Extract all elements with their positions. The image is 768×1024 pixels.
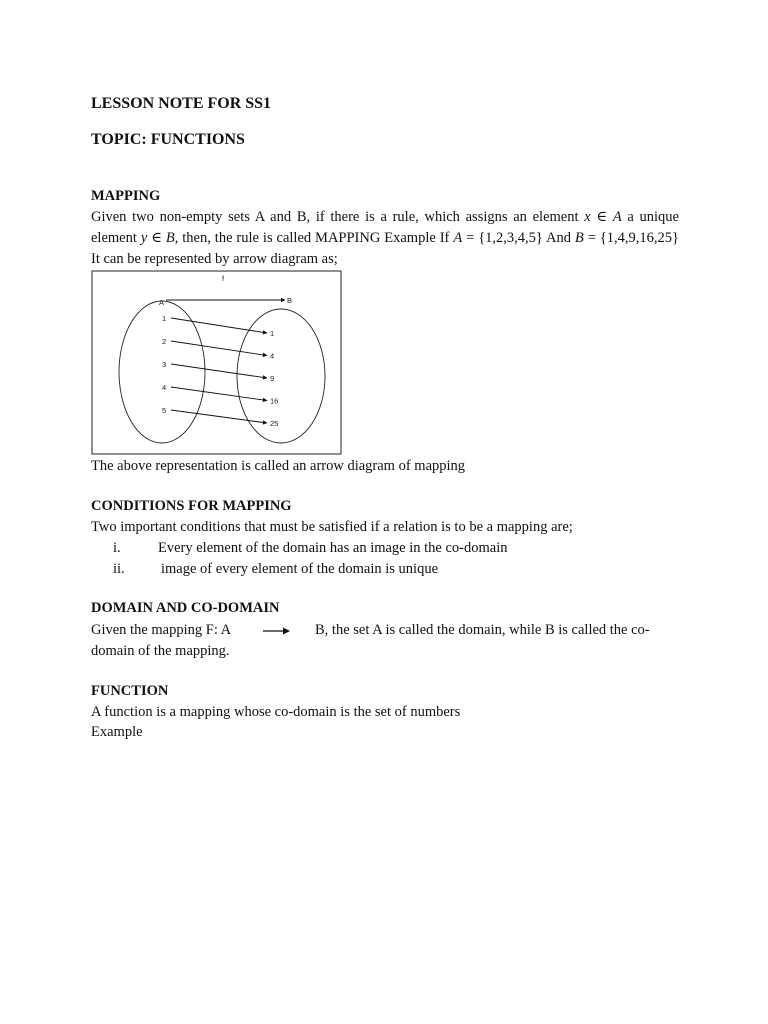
mapping-heading: MAPPING bbox=[91, 188, 161, 204]
set-a-label: A bbox=[159, 298, 165, 307]
arrow-diagram bbox=[91, 270, 343, 456]
math-in-symbol: ∈ bbox=[590, 209, 613, 225]
codomain-element-1: 1 bbox=[270, 329, 275, 338]
mapping-arrow-2-to-4 bbox=[171, 341, 267, 356]
math-in-symbol: ∈ bbox=[147, 230, 166, 246]
domain-element-4: 4 bbox=[162, 383, 167, 392]
domain-codomain-heading: DOMAIN AND CO-DOMAIN bbox=[91, 600, 280, 616]
function-example-label: Example bbox=[91, 724, 143, 740]
math-set-b: B bbox=[165, 230, 175, 246]
conditions-heading: CONDITIONS FOR MAPPING bbox=[91, 498, 292, 514]
domain-text-line-2: domain of the mapping. bbox=[91, 643, 230, 659]
condition-text-2: image of every element of the domain is unique bbox=[161, 561, 439, 577]
codomain-element-4: 4 bbox=[270, 351, 275, 361]
math-set-a: A bbox=[453, 230, 463, 246]
mapping-arrow-3-to-9 bbox=[171, 364, 267, 378]
math-y: y bbox=[140, 230, 148, 246]
diagram-frame bbox=[92, 271, 341, 454]
mapping-paragraph bbox=[91, 207, 679, 270]
math-x: x bbox=[584, 209, 591, 225]
function-heading: FUNCTION bbox=[91, 683, 169, 699]
set-b-label: B bbox=[287, 296, 293, 305]
domain-element-2: 2 bbox=[162, 337, 167, 346]
mapping-text-part: , then, the rule is called MAPPING Example If bbox=[174, 230, 454, 246]
domain-text-part-2: B, the set A is called the domain, while B is called the co- bbox=[315, 622, 650, 638]
math-set-b: B bbox=[574, 230, 584, 246]
topic-title: TOPIC: FUNCTIONS bbox=[91, 131, 245, 148]
codomain-element-25: 25 bbox=[270, 419, 279, 428]
mapping-text-part: a unique element bbox=[91, 209, 679, 246]
domain-element-5: 5 bbox=[162, 406, 167, 415]
function-definition: A function is a mapping whose co-domain is the set of numbers bbox=[91, 704, 461, 720]
mapping-text-part: = {1,4,9,16,25} It can be represented by arrow diagram as; bbox=[91, 230, 679, 267]
condition-marker-2: ii. bbox=[113, 561, 125, 577]
lesson-title: LESSON NOTE FOR SS1 bbox=[91, 95, 272, 112]
mapping-arrow-5-to-25 bbox=[171, 410, 267, 423]
mapping-text-part: = {1,2,3,4,5} And bbox=[462, 230, 575, 246]
condition-marker-1: i. bbox=[113, 540, 121, 556]
function-f-label: f bbox=[222, 274, 225, 283]
mapping-text-part: Given two non-empty sets A and B, if there is a rule, which assigns an element bbox=[91, 209, 585, 225]
codomain-element-9: 9 bbox=[270, 374, 275, 383]
condition-text-1: Every element of the domain has an image in the co-domain bbox=[158, 540, 508, 556]
math-set-a: A bbox=[612, 209, 622, 225]
domain-element-3: 3 bbox=[162, 360, 167, 369]
right-arrow-icon bbox=[263, 627, 291, 635]
codomain-element-16: 16 bbox=[270, 396, 279, 406]
domain-element-1: 1 bbox=[162, 314, 167, 323]
diagram-caption: The above representation is called an arrow diagram of mapping bbox=[91, 458, 466, 474]
mapping-arrow-4-to-16 bbox=[171, 387, 267, 401]
conditions-intro: Two important conditions that must be satisfied if a relation is to be a mapping are; bbox=[91, 519, 573, 535]
domain-text-part-1: Given the mapping F: A bbox=[91, 622, 232, 638]
